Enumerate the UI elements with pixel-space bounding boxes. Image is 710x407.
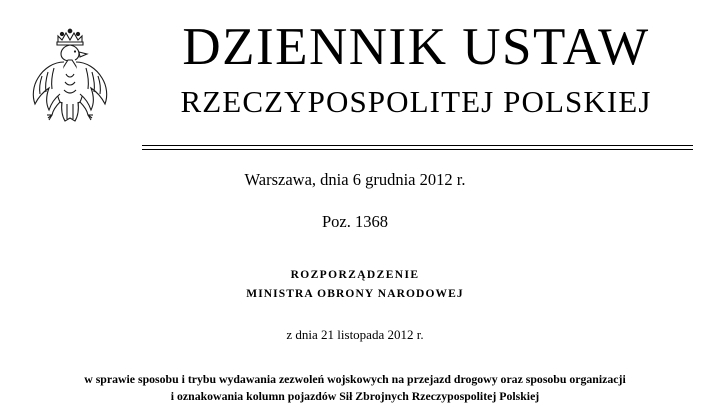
act-subject-line-1: w sprawie sposobu i trybu wydawania zezwoleń wojskowych na przejazd drogowy oraz sposobu organizacji [84, 371, 626, 386]
act-authority: MINISTRA OBRONY NARODOWEJ [246, 287, 464, 300]
polish-eagle-emblem [24, 22, 116, 126]
masthead [0, 0, 710, 158]
masthead-divider-top [142, 145, 693, 146]
act-subject [35, 371, 675, 405]
act-subject-line-2: i oznakowania kolumn pojazdów Sił Zbrojnych Rzeczypospolitej Polskiej [170, 389, 540, 404]
masthead-titles [140, 20, 692, 119]
place-and-date: Warszawa, dnia 6 grudnia 2012 r. [244, 170, 466, 189]
position-number: Poz. 1368 [322, 211, 388, 231]
masthead-divider-bottom [142, 149, 693, 150]
act-type: ROZPORZĄDZENIE [290, 268, 420, 281]
act-date: z dnia 21 listopada 2012 r. [286, 327, 424, 343]
journal-subtitle: RZECZYPOSPOLITEJ POLSKIEJ [180, 84, 652, 120]
document-body [0, 170, 710, 405]
journal-title: DZIENNIK USTAW [182, 18, 650, 76]
